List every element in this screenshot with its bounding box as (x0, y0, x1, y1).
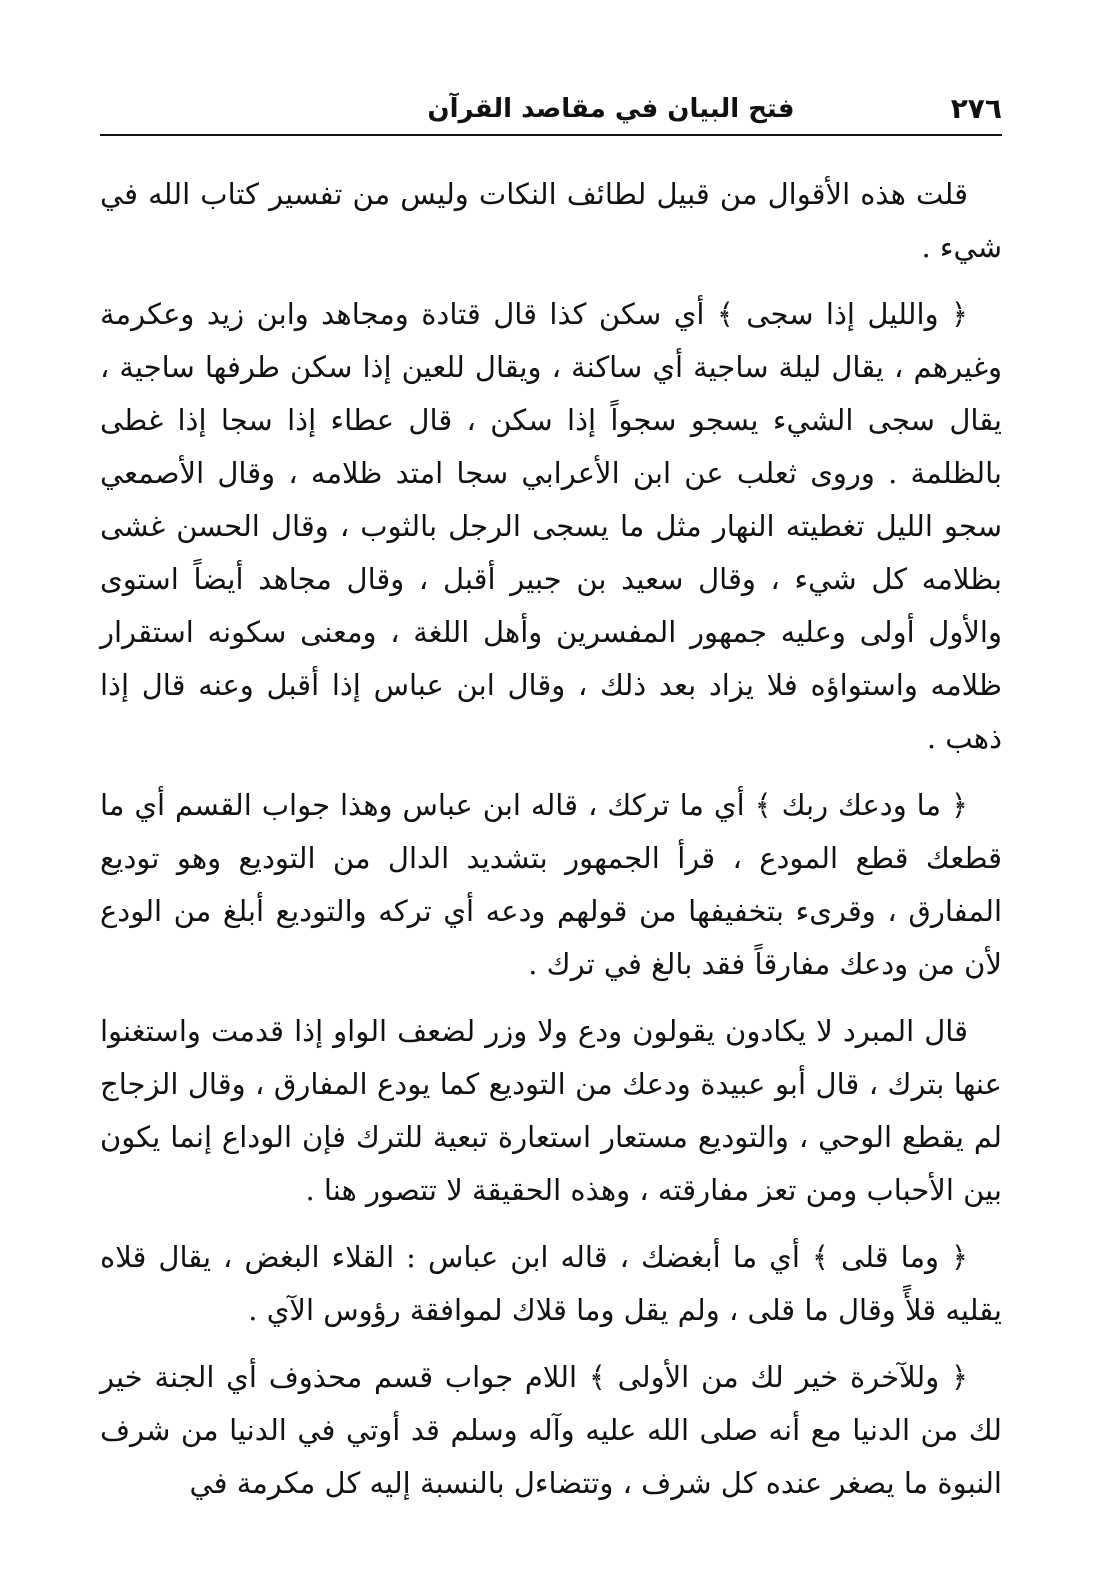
paragraph: ﴿ وللآخرة خير لك من الأولى ﴾ اللام جواب قسم محذوف أي الجنة خير لك من الدنيا مع أنه صلى الله عليه وآله وسلم قد أوتي في الدنيا من شرف النبوة ما يصغر عنده كل شرف ، وتتضاءل بالنسبة إليه كل مكرمة في (100, 1360, 1002, 1500)
paragraph: ﴿ والليل إذا سجى ﴾ أي سكن كذا قال قتادة ومجاهد وابن زيد وعكرمة وغيرهم ، يقال ليلة ساجية أي ساكنة ، ويقال للعين إذا سكن طرفها ساجية ، يقال سجى الشيء يسجو سجواً إذا سكن ، قال عطاء إذا سجا إذا غطى بالظلمة . وروى ثعلب عن ابن الأعرابي سجا امتد ظلامه ، وقال الأصمعي سجو الليل تغطيته النهار مثل ما يسجى الرجل بالثوب ، وقال الحسن غشى بظلامه كل شيء ، وقال سعيد بن جبير أقبل ، وقال مجاهد أيضاً استوى والأول أولى وعليه جمهور المفسرين وأهل اللغة ، ومعنى سكونه استقرار ظلامه واستواؤه فلا يزاد بعد ذلك ، وقال ابن عباس إذا أقبل وعنه قال إذا ذهب . (100, 297, 1002, 755)
running-header (100, 84, 1002, 136)
paragraph: ﴿ ما ودعك ربك ﴾ أي ما تركك ، قاله ابن عباس وهذا جواب القسم أي ما قطعك قطع المودع ، قرأ الجمهور بتشديد الدال من التوديع وهو توديع المفارق ، وقرىء بتخفيفها من قولهم ودعه أي تركه والتوديع أبلغ من الودع لأن من ودعك مفارقاً فقد بالغ في ترك . (100, 788, 1002, 981)
paragraph: قلت هذه الأقوال من قبيل لطائف النكات وليس من تفسير كتاب الله في شيء . (100, 177, 1002, 264)
paragraph: قال المبرد لا يكادون يقولون ودع ولا وزر لضعف الواو إذا قدمت واستغنوا عنها بترك ، قال أبو عبيدة ودعك من التوديع كما يودع المفارق ، وقال الزجاج لم يقطع الوحي ، والتوديع مستعار استعارة تبعية للترك فإن الوداع إنما يكون بين الأحباب ومن تعز مفارقته ، وهذه الحقيقة لا تتصور هنا . (100, 1014, 1002, 1207)
book-title: فتح البيان في مقاصد القرآن (427, 94, 795, 124)
paragraph: ﴿ وما قلى ﴾ أي ما أبغضك ، قاله ابن عباس : القلاء البغض ، يقال قلاه يقليه قلأً وقال ما قلى ، ولم يقل وما قلاك لموافقة رؤوس الآي . (100, 1240, 1002, 1327)
page-number: ٢٧٦ (950, 92, 1002, 125)
body-text (100, 168, 1002, 1524)
